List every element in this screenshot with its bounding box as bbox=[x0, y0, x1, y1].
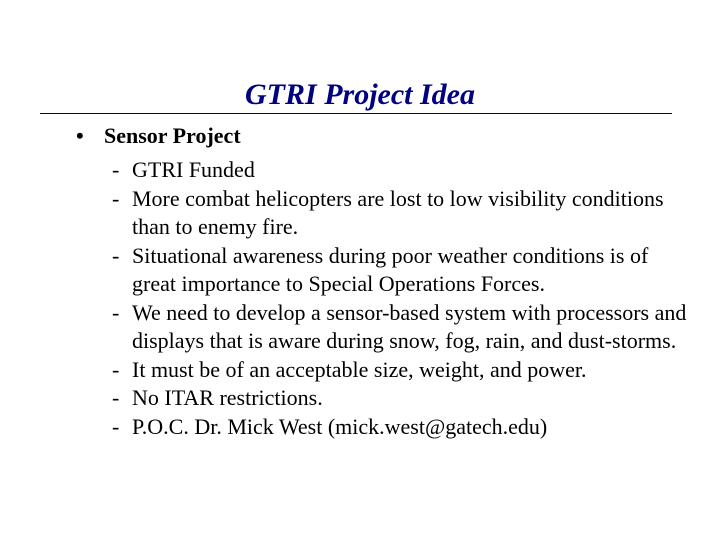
title-divider bbox=[40, 113, 672, 114]
sub-item-text: No ITAR restrictions. bbox=[132, 385, 323, 410]
sub-item bbox=[112, 299, 692, 356]
dash-icon: - bbox=[112, 356, 120, 382]
sub-item bbox=[112, 384, 692, 413]
sub-item bbox=[112, 413, 692, 442]
sub-item bbox=[112, 356, 692, 385]
bullet-icon: • bbox=[76, 123, 84, 148]
dash-icon: - bbox=[112, 157, 120, 182]
bullet-label: Sensor Project bbox=[104, 123, 241, 148]
dash-icon: - bbox=[112, 385, 120, 410]
sub-item bbox=[112, 156, 692, 185]
sub-item-text: P.O.C. Dr. Mick West (mick.west@gatech.edu) bbox=[132, 413, 548, 439]
dash-icon: - bbox=[112, 242, 120, 268]
slide-title-text: GTRI Project Idea bbox=[245, 78, 475, 111]
sub-item bbox=[112, 242, 692, 299]
sub-item-text: Situational awareness during poor weather conditions is of great importance to Special Operations Forces. bbox=[132, 242, 649, 296]
sub-item bbox=[112, 185, 692, 242]
slide-title bbox=[0, 75, 720, 115]
sub-item-text: More combat helicopters are lost to low visibility conditions than to enemy fire. bbox=[132, 185, 664, 239]
dash-icon: - bbox=[112, 413, 120, 439]
sub-item-text: It must be of an acceptable size, weight, and power. bbox=[132, 356, 587, 382]
sub-item-list bbox=[112, 156, 692, 441]
dash-icon: - bbox=[112, 185, 120, 211]
bullet-item bbox=[76, 122, 241, 149]
sub-item-text: GTRI Funded bbox=[132, 157, 255, 182]
sub-item-text: We need to develop a sensor-based system with processors and displays that is aware during snow, fog, rain, and dust-storms. bbox=[132, 299, 687, 353]
dash-icon: - bbox=[112, 299, 120, 325]
